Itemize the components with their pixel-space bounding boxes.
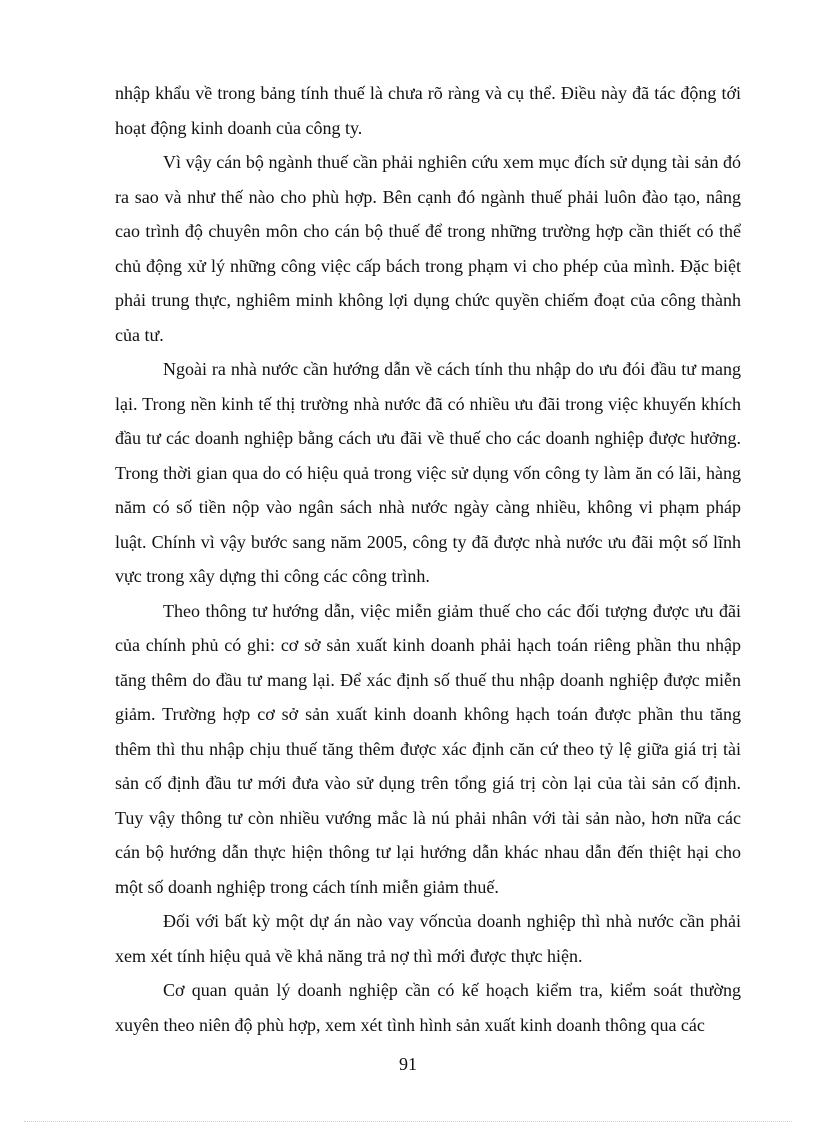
page-bottom-divider bbox=[24, 1121, 792, 1122]
paragraph-loan-projects: Đối với bất kỳ một dự án nào vay vốncủa doanh nghiệp thì nhà nước cần phải xem xét tính hiệu quả về khả năng trả nợ thì mới được thực hiện. bbox=[115, 911, 741, 966]
paragraph-investment-incentives: Ngoài ra nhà nước cần hướng dẫn về cách tính thu nhập do ưu đói đầu tư mang lại. Trong nền kinh tế thị trường nhà nước đã có nhiều ưu đãi trong việc khuyến khích đầu tư các doanh nghiệp bằng cách ưu đãi về thuế cho các doanh nghiệp được hưởng. Trong thời gian qua do có hiệu quả trong việc sử dụng vốn công ty làm ăn có lãi, hàng năm có số tiền nộp vào ngân sách nhà nước ngày càng nhiều, không vi phạm pháp luật. Chính vì vậy bước sang năm 2005, công ty đã được nhà nước ưu đãi một số lĩnh vực trong xây dựng thi công các công trình. bbox=[115, 359, 741, 586]
paragraph-management-agency: Cơ quan quản lý doanh nghiệp cần có kế hoạch kiểm tra, kiểm soát thường xuyên theo niên độ phù hợp, xem xét tình hình sản xuất kinh doanh thông qua các bbox=[115, 980, 741, 1035]
page-body bbox=[115, 76, 741, 1042]
paragraph-circular-guidance: Theo thông tư hướng dẫn, việc miễn giảm thuế cho các đối tượng được ưu đãi của chính phủ có ghi: cơ sở sản xuất kinh doanh phải hạch toán riêng phần thu nhập tăng thêm do đầu tư mang lại. Để xác định số thuế thu nhập doanh nghiệp được miễn giảm. Trường hợp cơ sở sản xuất kinh doanh không hạch toán được phần thu tăng thêm thì thu nhập chịu thuế tăng thêm được xác định căn cứ theo tỷ lệ giữa giá trị tài sản cố định đầu tư mới đưa vào sử dụng trên tổng giá trị còn lại của tài sản cố định. Tuy vậy thông tư còn nhiều vướng mắc là nú phải nhân với tài sản nào, hơn nữa các cán bộ hướng dẫn thực hiện thông tư lại hướng dẫn khác nhau dẫn đến thiệt hại cho một số doanh nghiệp trong cách tính miễn giảm thuế. bbox=[115, 600, 741, 897]
page-number: 91 bbox=[399, 1054, 417, 1074]
paragraph-tax-officials: Vì vậy cán bộ ngành thuế cần phải nghiên cứu xem mục đích sử dụng tài sản đó ra sao và như thế nào cho phù hợp. Bên cạnh đó ngành thuế phải luôn đào tạo, nâng cao trình độ chuyên môn cho cán bộ thuế để trong những trường hợp cần thiết có thể chủ động xử lý những công việc cấp bách trong phạm vi cho phép của mình. Đặc biệt phải trung thực, nghiêm minh không lợi dụng chức quyền chiếm đoạt của công thành của tư. bbox=[115, 152, 741, 345]
paragraph-continuation: nhập khẩu về trong bảng tính thuế là chưa rõ ràng và cụ thể. Điều này đã tác động tới hoạt động kinh doanh của công ty. bbox=[115, 83, 741, 138]
